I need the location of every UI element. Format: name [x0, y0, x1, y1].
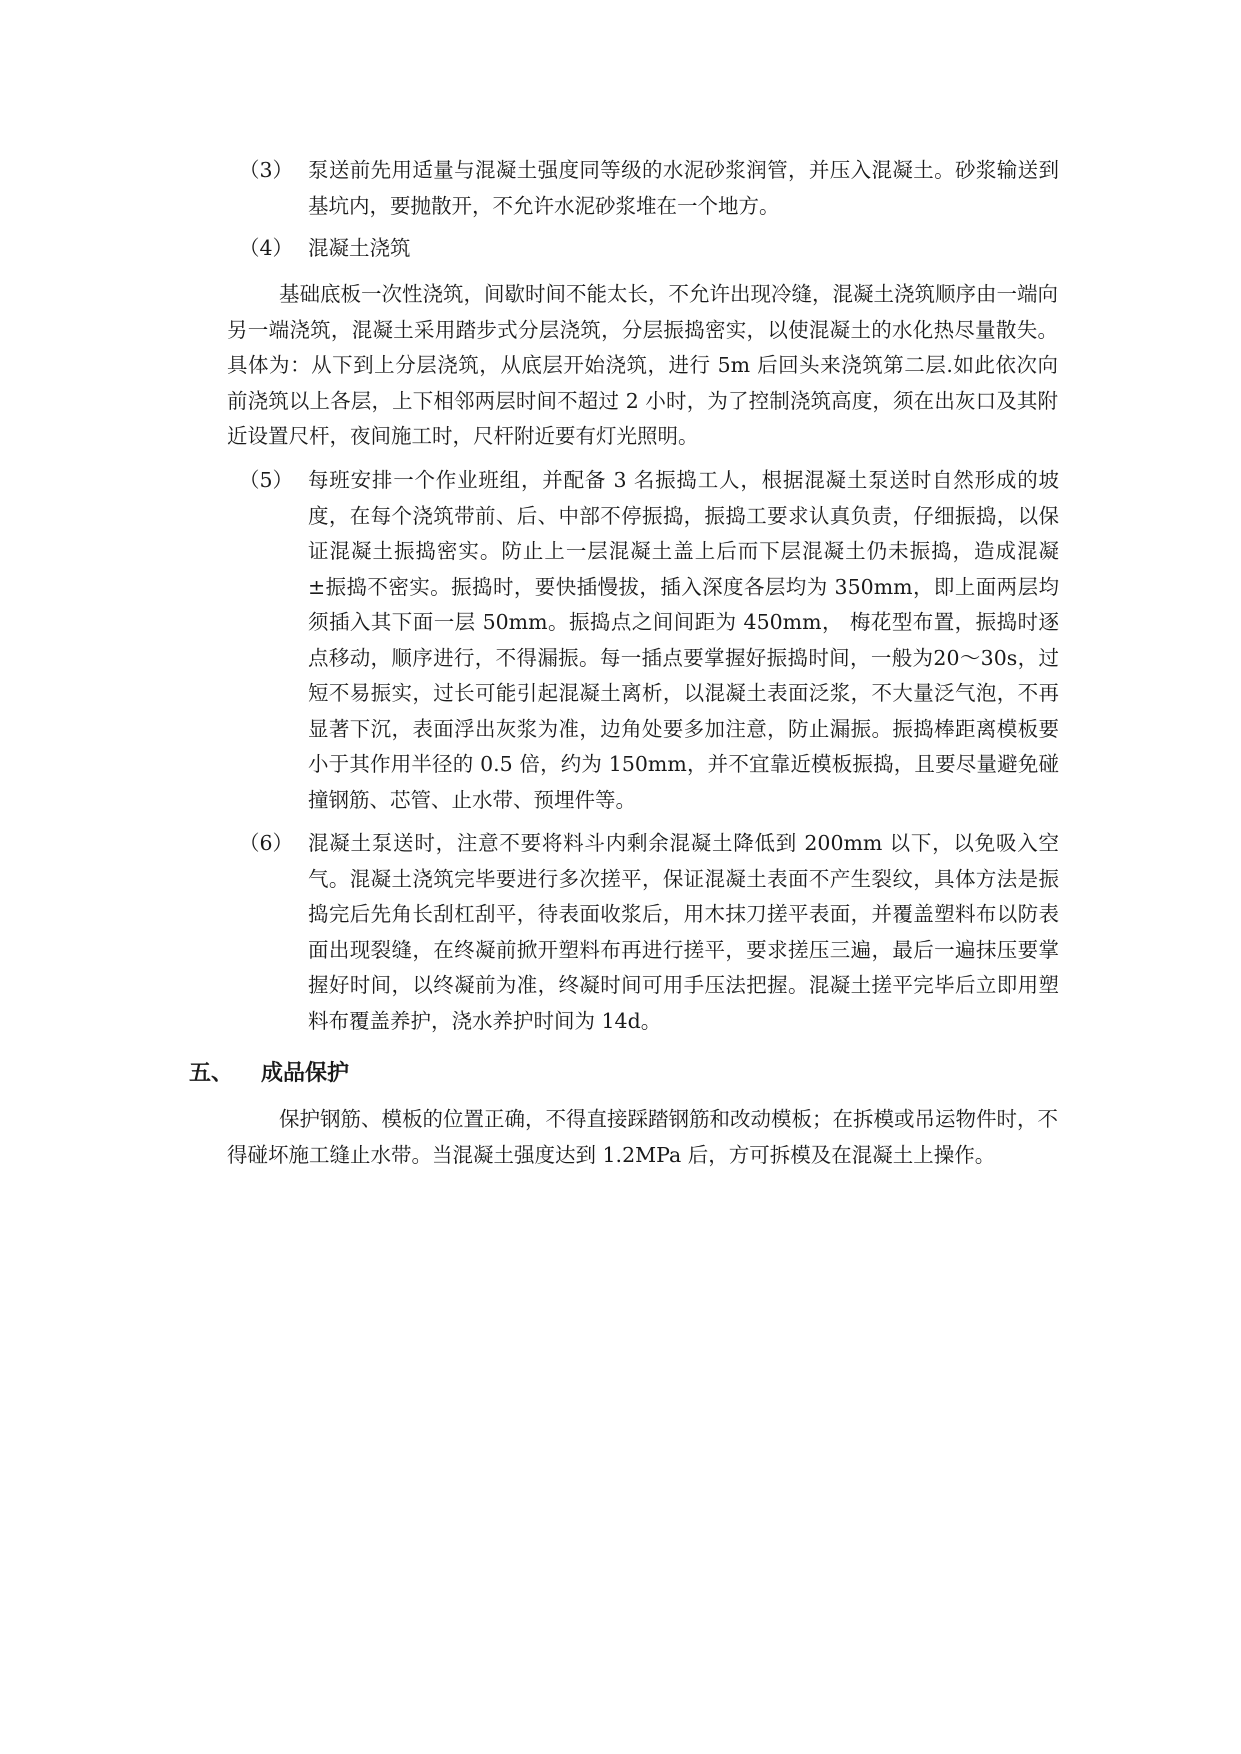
- item-number: （3）: [239, 158, 294, 182]
- list-item-5: [239, 463, 1059, 818]
- item-text: 泵送前先用适量与混凝土强度同等级的水泥砂浆润管，并压入混凝土。砂浆输送到基坑内，要抛散开，不允许水泥砂浆堆在一个地方。: [308, 158, 1059, 218]
- list-item-6: [239, 826, 1059, 1039]
- paragraph-protection: 保护钢筋、模板的位置正确，不得直接踩踏钢筋和改动模板；在拆模或吊运物件时，不得碰坏施工缝止水带。当混凝土强度达到 1.2MPa 后，方可拆模及在混凝土上操作。: [227, 1107, 1058, 1167]
- item-text: 混凝土泵送时，注意不要将料斗内剩余混凝土降低到 200mm 以下，以免吸入空气。混凝土浇筑完毕要进行多次搓平，保证混凝土表面不产生裂纹，具体方法是振捣完后先角长刮杠刮平，待表面收浆后，用木抹刀搓平表面，并覆盖塑料布以防表面出现裂缝，在终凝前掀开塑料布再进行搓平，要求搓压三遍，最后一遍抹压要掌握好时间，以终凝前为准，终凝时间可用手压法把握。混凝土搓平完毕后立即用塑料布覆盖养护，浇水养护时间为 14d。: [308, 831, 1059, 1033]
- section-heading: [189, 1059, 349, 1089]
- list-item-4: [239, 231, 1059, 267]
- list-item-3: [239, 153, 1059, 224]
- item-number: （4）: [239, 236, 294, 260]
- item-number: （5）: [239, 468, 294, 492]
- item-text: 每班安排一个作业班组，并配备 3 名振捣工人，根据混凝土泵送时自然形成的坡度，在每个浇筑带前、后、中部不停振捣，振捣工要求认真负责，仔细振捣，以保证混凝土振捣密实。防止上一层混凝土盖上后而下层混凝土仍未振捣，造成混凝±振捣不密实。振捣时，要快插慢拔，插入深度各层均为 350mm，即上面两层均须插入其下面一层 50mm。振捣点之间间距为 450mm， 梅花型布置，振捣时逐点移动，顺序进行，不得漏振。每一插点要掌握好振捣时间，一般为20～30s，过短不易振实，过长可能引起混凝土离析，以混凝土表面泛浆，不大量泛气泡，不再显著下沉，表面浮出灰浆为准，边角处要多加注意，防止漏振。振捣棒距离模板要小于其作用半径的 0.5 倍，约为 150mm，并不宜靠近模板振捣，且要尽量避免碰撞钢筋、芯管、止水带、预埋件等。: [308, 468, 1059, 812]
- item-number: （6）: [239, 831, 294, 855]
- item-text: 混凝土浇筑: [308, 236, 411, 260]
- section-number: 五、: [189, 1061, 234, 1086]
- section-title: 成品保护: [261, 1061, 350, 1086]
- paragraph-pouring: 基础底板一次性浇筑，间歇时间不能太长，不允许出现冷缝，混凝土浇筑顺序由一端向另一端浇筑，混凝土采用踏步式分层浇筑，分层振捣密实，以使混凝土的水化热尽量散失。具体为：从下到上分层浇筑，从底层开始浇筑，进行 5m 后回头来浇筑第二层.如此依次向前浇筑以上各层，上下相邻两层时间不超过 2 小时，为了控制浇筑高度，须在出灰口及其附近设置尺杆，夜间施工时，尺杆附近要有灯光照明。: [227, 282, 1058, 448]
